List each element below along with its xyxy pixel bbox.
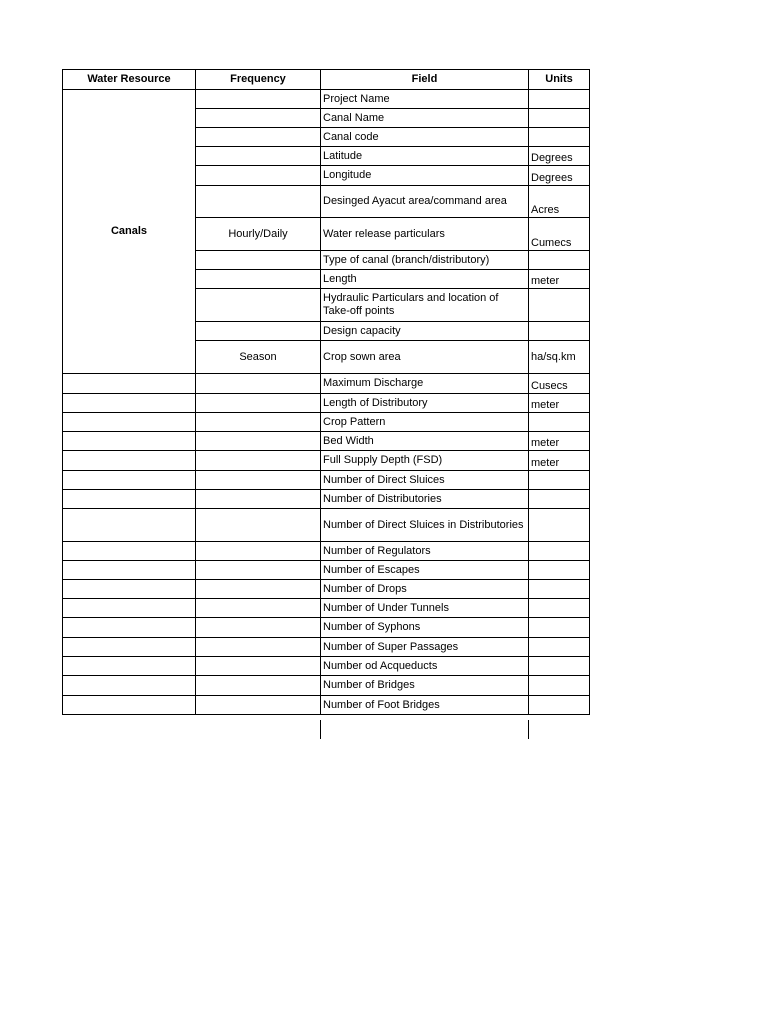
field-cell: Number of Syphons [321, 618, 529, 638]
table-row [63, 618, 590, 638]
header-frequency: Frequency [196, 70, 321, 90]
table-row [63, 638, 590, 657]
water-resource-cell [63, 374, 196, 394]
unit-cell [529, 542, 590, 561]
unit-cell [529, 128, 590, 147]
table-row [63, 394, 590, 413]
table-row [63, 657, 590, 676]
field-cell: Number of Distributories [321, 490, 529, 509]
frequency-cell [196, 542, 321, 561]
frequency-cell [196, 580, 321, 599]
unit-cell [529, 696, 590, 715]
unit-cell [529, 251, 590, 270]
table-row [63, 413, 590, 432]
water-resource-cell [63, 618, 196, 638]
unit-cell [529, 109, 590, 128]
field-cell: Number of Foot Bridges [321, 696, 529, 715]
unit-cell [529, 509, 590, 542]
frequency-cell [196, 147, 321, 166]
trailing-gridline [320, 720, 321, 739]
frequency-cell [196, 696, 321, 715]
unit-cell: Degrees [529, 147, 590, 166]
unit-cell: meter [529, 270, 590, 289]
unit-cell [529, 676, 590, 696]
field-cell: Number of Under Tunnels [321, 599, 529, 618]
frequency-cell [196, 561, 321, 580]
frequency-cell [196, 432, 321, 451]
field-cell: Number of Bridges [321, 676, 529, 696]
table-row [63, 432, 590, 451]
unit-cell [529, 618, 590, 638]
water-resource-cell [63, 413, 196, 432]
table-row [63, 471, 590, 490]
frequency-cell [196, 413, 321, 432]
frequency-cell [196, 186, 321, 218]
water-resource-cell [63, 676, 196, 696]
field-cell: Number of Drops [321, 580, 529, 599]
unit-cell: ha/sq.km [529, 341, 590, 374]
frequency-cell [196, 657, 321, 676]
field-cell: Number of Super Passages [321, 638, 529, 657]
field-cell: Design capacity [321, 322, 529, 341]
table-row [63, 676, 590, 696]
water-resource-cell [63, 432, 196, 451]
header-field: Field [321, 70, 529, 90]
frequency-cell [196, 451, 321, 471]
field-cell: Water release particulars [321, 218, 529, 251]
field-cell: Length of Distributory [321, 394, 529, 413]
table-row [63, 561, 590, 580]
water-resource-cell [63, 638, 196, 657]
field-cell: Number of Escapes [321, 561, 529, 580]
unit-cell [529, 322, 590, 341]
unit-cell: Cumecs [529, 218, 590, 251]
header-units: Units [529, 70, 590, 90]
frequency-cell [196, 618, 321, 638]
frequency-cell: Season [196, 341, 321, 374]
water-resource-cell [63, 471, 196, 490]
unit-cell [529, 289, 590, 322]
field-cell: Canal code [321, 128, 529, 147]
unit-cell [529, 599, 590, 618]
water-resource-cell [63, 580, 196, 599]
frequency-cell [196, 128, 321, 147]
field-cell: Latitude [321, 147, 529, 166]
unit-cell [529, 90, 590, 109]
frequency-cell [196, 90, 321, 109]
table-row [63, 374, 590, 394]
field-cell: Project Name [321, 90, 529, 109]
table-row [63, 509, 590, 542]
water-resource-cell [63, 696, 196, 715]
unit-cell: meter [529, 394, 590, 413]
frequency-cell [196, 490, 321, 509]
unit-cell [529, 413, 590, 432]
frequency-cell [196, 374, 321, 394]
unit-cell [529, 580, 590, 599]
unit-cell [529, 471, 590, 490]
frequency-cell [196, 676, 321, 696]
field-cell: Bed Width [321, 432, 529, 451]
table-row [63, 580, 590, 599]
table-row [63, 90, 590, 109]
frequency-cell: Hourly/Daily [196, 218, 321, 251]
water-resource-cell [63, 657, 196, 676]
water-resource-cell [63, 451, 196, 471]
field-cell: Crop sown area [321, 341, 529, 374]
frequency-cell [196, 251, 321, 270]
frequency-cell [196, 289, 321, 322]
water-resource-cell [63, 394, 196, 413]
field-cell: Full Supply Depth (FSD) [321, 451, 529, 471]
frequency-cell [196, 638, 321, 657]
frequency-cell [196, 166, 321, 186]
unit-cell [529, 657, 590, 676]
frequency-cell [196, 599, 321, 618]
frequency-cell [196, 322, 321, 341]
header-water-resource: Water Resource [63, 70, 196, 90]
unit-cell: meter [529, 432, 590, 451]
field-cell: Number of Regulators [321, 542, 529, 561]
field-cell: Canal Name [321, 109, 529, 128]
unit-cell: meter [529, 451, 590, 471]
field-cell: Type of canal (branch/distributory) [321, 251, 529, 270]
frequency-cell [196, 270, 321, 289]
water-resource-cell [63, 542, 196, 561]
water-resource-cell [63, 599, 196, 618]
unit-cell: Acres [529, 186, 590, 218]
frequency-cell [196, 471, 321, 490]
frequency-cell [196, 109, 321, 128]
field-cell: Length [321, 270, 529, 289]
water-resource-cell: Canals [63, 90, 196, 374]
field-cell: Crop Pattern [321, 413, 529, 432]
field-cell: Longitude [321, 166, 529, 186]
table-row [63, 696, 590, 715]
field-cell: Maximum Discharge [321, 374, 529, 394]
unit-cell: Cusecs [529, 374, 590, 394]
water-resource-cell [63, 509, 196, 542]
header-row [63, 70, 590, 90]
trailing-gridline [528, 720, 529, 739]
table-row [63, 599, 590, 618]
field-cell: Hydraulic Particulars and location of Take-off points [321, 289, 529, 322]
frequency-cell [196, 509, 321, 542]
canal-fields-table [62, 69, 590, 715]
table-row [63, 451, 590, 471]
field-cell: Number of Direct Sluices in Distributories [321, 509, 529, 542]
unit-cell [529, 561, 590, 580]
table-row [63, 490, 590, 509]
water-resource-cell [63, 561, 196, 580]
unit-cell [529, 638, 590, 657]
water-resource-cell [63, 490, 196, 509]
field-cell: Number of Direct Sluices [321, 471, 529, 490]
unit-cell: Degrees [529, 166, 590, 186]
field-cell: Number od Acqueducts [321, 657, 529, 676]
unit-cell [529, 490, 590, 509]
table-row [63, 542, 590, 561]
frequency-cell [196, 394, 321, 413]
table-body [63, 90, 590, 715]
field-cell: Desinged Ayacut area/command area [321, 186, 529, 218]
